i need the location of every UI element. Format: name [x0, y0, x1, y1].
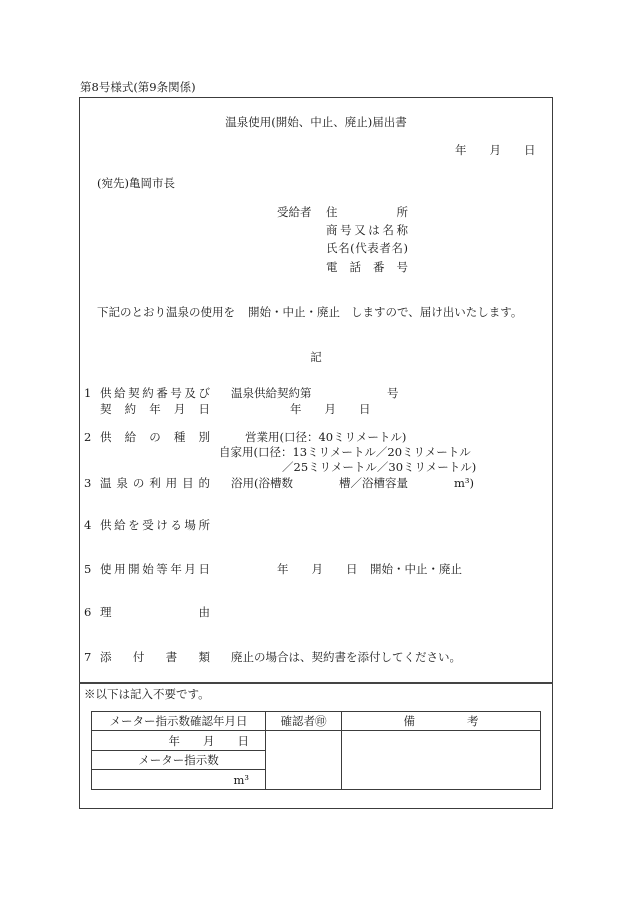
section-divider — [79, 682, 553, 684]
supply-type-commercial: 営業用(口径：40ミリメートル) — [245, 430, 407, 444]
office-table-header-row — [92, 712, 541, 731]
item-number: 6 — [84, 605, 92, 619]
meter-unit: m³ — [92, 770, 266, 790]
form-title: 温泉使用(開始、中止、廃止)届出書 — [225, 115, 407, 129]
ki-heading: 記 — [310, 350, 322, 364]
contract-number-prefix: 温泉供給契約第 — [231, 386, 312, 400]
applicant-business-name-label: 商号又は名称 — [326, 223, 408, 237]
supply-type-private-line2: ／25ミリメートル／30ミリメートル) — [282, 460, 477, 474]
item-number: 5 — [84, 562, 92, 576]
item-label-contract-number: 供給契約番号及び — [100, 386, 210, 400]
applicant-label: 受給者 — [277, 205, 312, 219]
remarks-header — [342, 712, 541, 731]
meter-date-header: メーター指示数確認年月日 — [92, 712, 266, 731]
start-date-options: 開始・中止・廃止 — [370, 562, 462, 576]
supply-type-private-line1: 自家用(口径：13ミリメートル／20ミリメートル — [219, 445, 471, 459]
office-use-table — [91, 711, 541, 790]
item-label-reason: 理 由 — [100, 605, 210, 619]
confirmer-cell — [266, 731, 342, 790]
contract-number-suffix: 号 — [387, 386, 399, 400]
item-label-attachments: 添 付 書 類 — [100, 650, 210, 664]
office-table-row — [92, 731, 541, 751]
item-number: 4 — [84, 518, 92, 532]
item-label-contract-date: 契 約 年 月 日 — [100, 402, 210, 416]
item-label-supply-type: 供 給 の 種 別 — [100, 430, 210, 444]
addressee: (宛先)亀岡市長 — [97, 176, 175, 190]
meter-date-cell: 年 月 日 — [92, 731, 266, 751]
attachments-value: 廃止の場合は、契約書を添付してください。 — [231, 650, 461, 664]
statement-prefix: 下記のとおり温泉の使用を — [97, 305, 235, 319]
confirmer-header: 確認者㊞ — [266, 712, 342, 731]
statement-suffix: しますので、届け出いたします。 — [351, 305, 523, 319]
remarks-header-label: 備 考 — [403, 714, 479, 728]
applicant-address-label: 住 所 — [326, 205, 408, 219]
statement-options: 開始・中止・廃止 — [248, 305, 340, 319]
item-number: 3 — [84, 476, 92, 490]
submission-date: 年 月 日 — [455, 143, 536, 157]
form-number: 第8号様式(第9条関係) — [80, 80, 196, 94]
contract-date: 年 月 日 — [290, 402, 371, 416]
item-number: 1 — [84, 386, 92, 400]
item-number: 2 — [84, 430, 92, 444]
item-label-start-date: 使用開始等年月日 — [100, 562, 210, 576]
start-date-value: 年 月 日 — [277, 562, 358, 576]
purpose-value: 浴用(浴槽数 槽／浴槽容量 m³) — [231, 476, 474, 490]
remarks-cell — [342, 731, 541, 790]
item-number: 7 — [84, 650, 92, 664]
office-use-note: ※以下は記入不要です。 — [84, 687, 210, 701]
item-label-purpose: 温泉の利用目的 — [100, 476, 210, 490]
applicant-phone-label: 電 話 番 号 — [326, 260, 408, 274]
applicant-name-label: 氏名(代表者名) — [326, 241, 408, 255]
item-label-location: 供給を受ける場所 — [100, 518, 210, 532]
meter-reading-label: メーター指示数 — [92, 751, 266, 770]
